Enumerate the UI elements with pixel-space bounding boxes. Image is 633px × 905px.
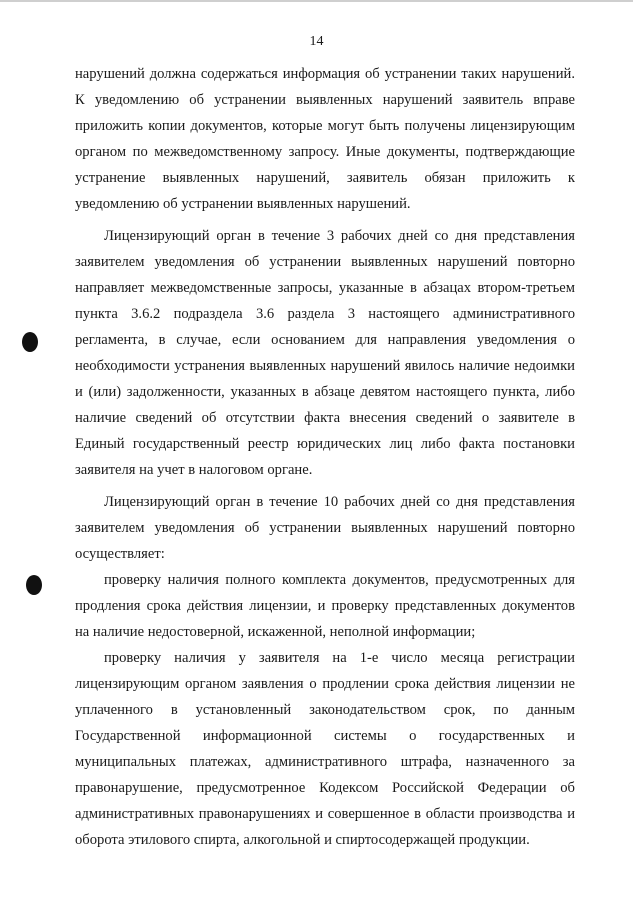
- text-line: заявителем уведомления об устранении выявленных нарушений повторно: [75, 520, 575, 536]
- text-line: муниципальных платежах, административного штрафа, назначенного за: [75, 754, 575, 770]
- text-line: проверку наличия полного комплекта документов, предусмотренных для: [104, 572, 575, 588]
- text-line: правонарушение, предусмотренное Кодексом Российской Федерации об: [75, 780, 575, 796]
- scan-edge: [0, 0, 633, 2]
- text-line: Лицензирующий орган в течение 3 рабочих дней со дня представления: [104, 228, 575, 244]
- text-line: административных правонарушениях и совершенное в области производства: [75, 806, 563, 822]
- text-line: пункта, либо наличие сведений об отсутствии факта внесения сведений о: [75, 384, 575, 426]
- text-line: направляет межведомственные запросы, указанные в абзацах втором-третьем: [75, 280, 575, 296]
- text-line: К уведомлению об устранении выявленных нарушений заявитель вправе: [75, 92, 575, 108]
- text-line: и оборота этилового спирта, алкогольной и спиртосодержащей продукции.: [75, 806, 576, 848]
- text-line: устранение выявленных нарушений, заявитель обязан приложить к: [75, 170, 575, 186]
- text-line: необходимости устранения выявленных нарушений явилось наличие: [75, 358, 510, 374]
- text-line: постановки заявителя на учет в налоговом органе.: [75, 436, 575, 478]
- text-line: заявителем уведомления об устранении выявленных нарушений повторно: [75, 254, 575, 270]
- punch-hole-top: [22, 332, 38, 352]
- text-line: регламента, в случае, если основанием для направления уведомления о: [75, 332, 575, 348]
- text-line: органом по межведомственному запросу. Иные документы, подтверждающие: [75, 144, 575, 160]
- text-line: недоимки и (или) задолженности, указанных в абзаце девятом настоящего: [75, 358, 575, 400]
- page-number: 14: [309, 34, 324, 49]
- text-line: осуществляет:: [75, 546, 165, 562]
- text-line: нарушений должна содержаться информация об устранении таких нарушений.: [75, 66, 575, 82]
- text-line: уплаченного в установленный законодательством срок, по данным: [75, 702, 575, 718]
- paragraph-2: [75, 223, 575, 483]
- text-line: уведомлению об устранении выявленных нарушений.: [75, 196, 411, 212]
- text-line: Государственной информационной системы о государственных и: [75, 728, 575, 744]
- paragraph-1: [75, 61, 575, 217]
- paragraph-4: [75, 567, 575, 645]
- text-line: приложить копии документов, которые могут быть получены лицензирующим: [75, 118, 575, 134]
- text-line: заявителе в Единый государственный реестр юридических лиц либо факта: [75, 410, 576, 452]
- paragraph-3: [75, 489, 575, 567]
- text-line: Лицензирующий орган в течение 10 рабочих дней со дня представления: [104, 494, 575, 510]
- text-line: пункта 3.6.2 подраздела 3.6 раздела 3 настоящего административного: [75, 306, 575, 322]
- document-body: [75, 61, 575, 853]
- text-line: на наличие недостоверной, искаженной, неполной информации;: [75, 624, 476, 640]
- paragraph-5: [75, 645, 575, 853]
- punch-hole-bottom: [26, 575, 42, 595]
- text-line: проверку наличия у заявителя на 1-е число месяца регистрации: [104, 650, 575, 666]
- text-line: лицензирующим органом заявления о продлении срока действия лицензии не: [75, 676, 575, 692]
- text-line: продления срока действия лицензии, и проверку представленных документов: [75, 598, 575, 614]
